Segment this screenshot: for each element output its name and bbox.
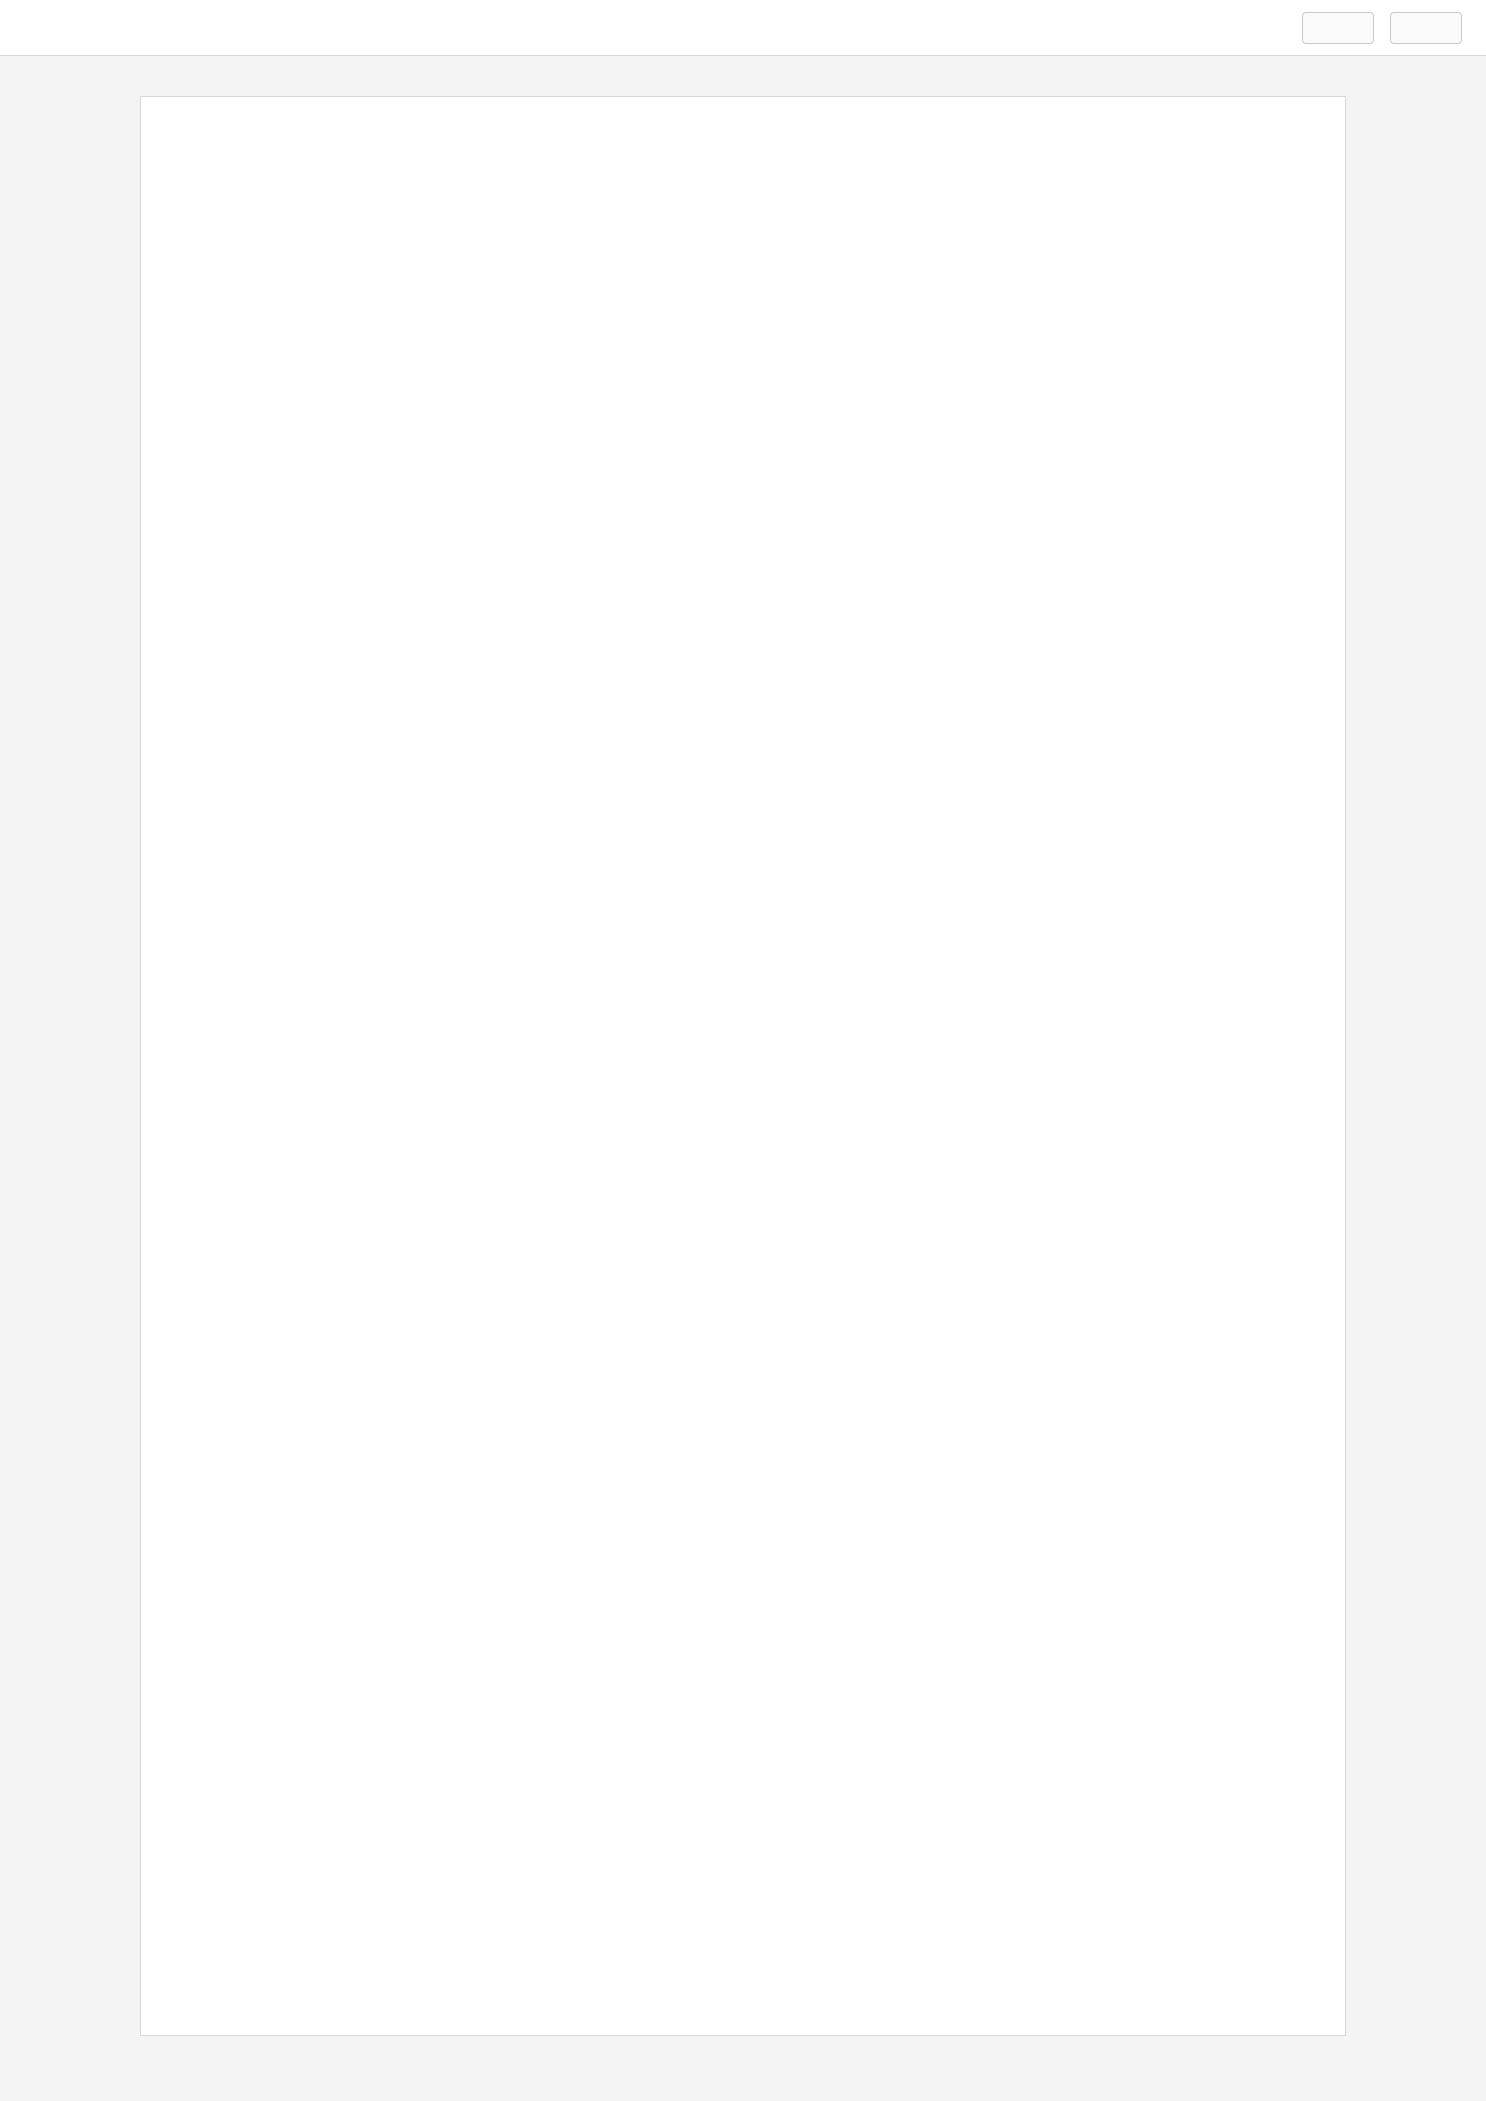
document-heading: [231, 177, 1255, 217]
toolbar: [0, 0, 1486, 56]
document-page: [140, 96, 1346, 2036]
document-body: [231, 257, 1255, 457]
secondary-button[interactable]: [1390, 12, 1462, 44]
primary-button[interactable]: [1302, 12, 1374, 44]
